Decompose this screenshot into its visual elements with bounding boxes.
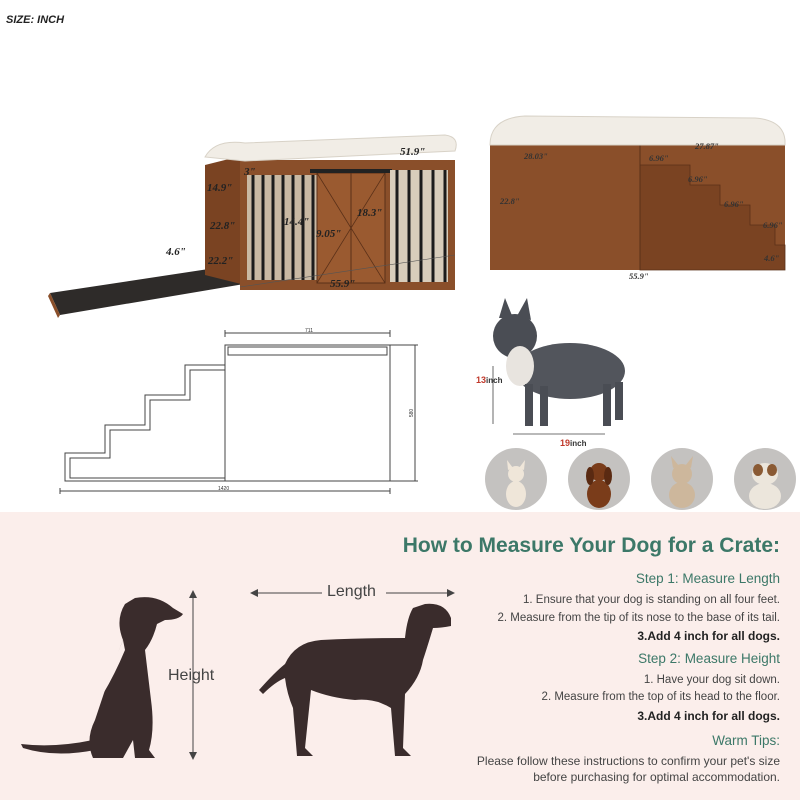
step2-title: Step 2: Measure Height [638,651,780,666]
dim-side-total-width: 55.9" [629,271,649,281]
tips-title: Warm Tips: [712,733,780,748]
height-label: Height [168,667,215,684]
breed-french-bulldog-image [651,448,713,510]
dim-side-height-2: 22.8" [500,196,520,206]
dim-step2: 6.96" [688,174,708,184]
length-measure-value: 19 [560,438,571,448]
standing-dog-silhouette [255,598,455,760]
breed-english-bulldog-image [734,448,796,510]
dim-step3: 6.96" [724,199,744,209]
dim-inner-height: 22.8" [210,220,236,232]
height-measure-value: 13 [476,375,487,385]
drawing-top-dim: 711 [305,328,313,334]
breed-chihuahua-image [485,448,547,510]
dim-base: 4.6" [764,253,780,263]
side-body [490,145,640,270]
drawing-side-dim: 580 [409,408,416,418]
dim-left-width: 28.03" [524,151,548,161]
height-measure-label [476,375,502,385]
sitting-dog-silhouette [15,590,185,765]
dim-top-width: 51.9" [400,146,426,158]
dim-right-width: 27.87" [695,141,719,151]
step2-line-2: 2. Measure from the top of its head to the floor. [541,691,780,703]
tips-text: Please follow these instructions to confirm your pet's size before purchasing for optimal accommodation. [476,754,780,784]
dim-depth: 22.2" [208,255,234,267]
drawing-bottom-dim: 1420 [218,486,230,492]
length-measure-label [560,438,586,448]
dim-crate-height: 18.3" [357,207,383,219]
step1-title: Step 1: Measure Length [635,571,780,586]
guide-title: How to Measure Your Dog for a Crate: [402,534,780,557]
length-measure-unit: inch [570,439,587,448]
dim-ramp-height: 4.6" [166,246,186,258]
dim-door-width: 9.05" [316,228,342,240]
height-measure-unit: inch [486,376,503,385]
dim-door-height: 14.4" [284,216,310,228]
bulldog-illustration [475,296,645,446]
step1-line-2: 2. Measure from the tip of its nose to the base of its tail. [497,612,780,624]
step1-line-1: 1. Ensure that your dog is standing on all four feet. [523,594,780,606]
dim-side-height: 14.9" [207,182,233,194]
step2-note: 3.Add 4 inch for all dogs. [637,709,780,723]
crate-side-illustration [485,110,795,275]
technical-drawing [55,325,425,500]
length-label: Length [327,583,376,600]
step2-line-1: 1. Have your dog sit down. [643,674,780,686]
step1-note: 3.Add 4 inch for all dogs. [637,629,780,643]
side-cushion [490,116,785,145]
dim-total-width: 55.9" [330,278,356,290]
dim-step1: 6.96" [649,153,669,163]
breed-dachshund-image [568,448,630,510]
dim-lid: 3" [244,166,256,178]
dim-step4: 6.96" [763,220,783,230]
size-unit-label: SIZE: INCH [6,14,65,26]
